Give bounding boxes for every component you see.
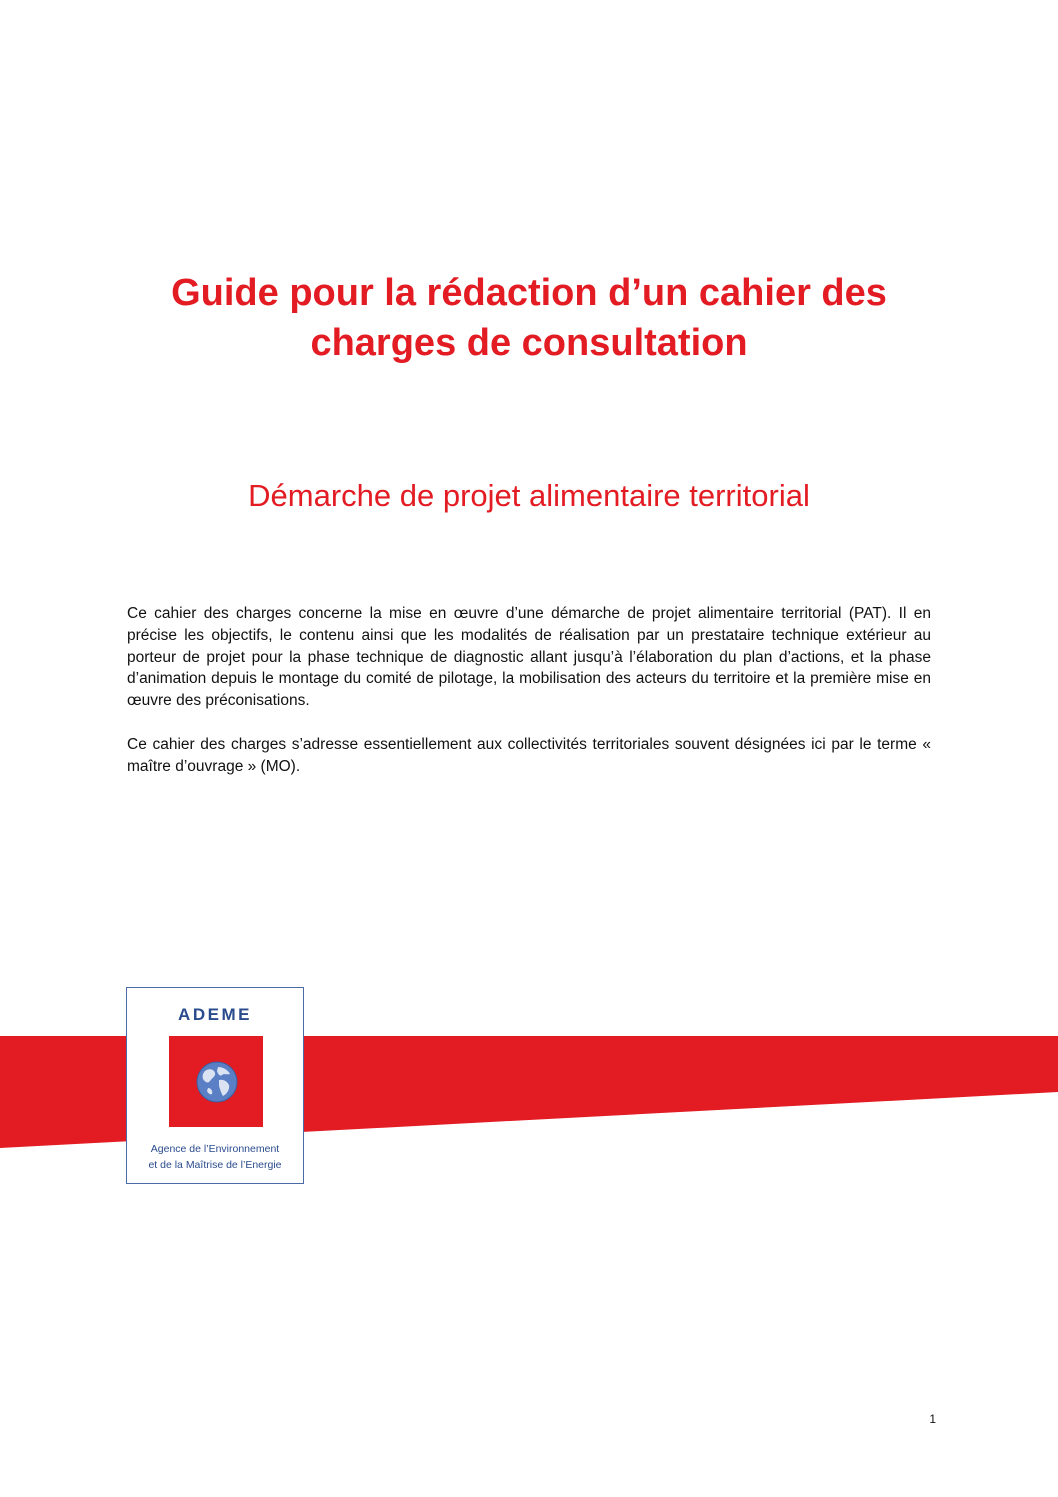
intro-paragraph: Ce cahier des charges concerne la mise en œuvre d’une démarche de projet alimentaire territorial (PAT). Il en précise les objectifs, le contenu ainsi que les modalités de réalisation par un prestataire technique extérieur au porteur de projet pour la phase technique de diagnostic allant jusqu’à l’élaboration du plan d’actions, et la phase d’animation depuis le montage du comité de pilotage, la mobilisation des acteurs du territoire et la première mise en œuvre des préconisations.	[127, 605, 931, 710]
ademe-logo	[126, 987, 304, 1184]
globe-icon	[196, 1061, 238, 1103]
body-text	[127, 603, 931, 799]
title-line-1: Guide pour la rédaction d’un cahier des	[171, 272, 887, 314]
logo-caption-line-1: Agence de l’Environnement	[150, 1143, 280, 1155]
title-line-2: charges de consultation	[310, 322, 748, 364]
logo-wordmark: ADEME	[178, 1005, 252, 1024]
logo-red-square	[169, 1036, 263, 1127]
page-subtitle: Démarche de projet alimentaire territorial	[248, 478, 810, 513]
audience-paragraph: Ce cahier des charges s’adresse essentiellement aux collectivités territoriales souvent désignées ici par le terme « maître d’ouvrage » (MO).	[127, 735, 931, 775]
page-number: 1	[929, 1412, 936, 1426]
logo-caption-line-2: et de la Maîtrise de l’Energie	[148, 1159, 282, 1171]
logo-caption	[127, 1141, 303, 1173]
page-title	[0, 268, 1058, 368]
